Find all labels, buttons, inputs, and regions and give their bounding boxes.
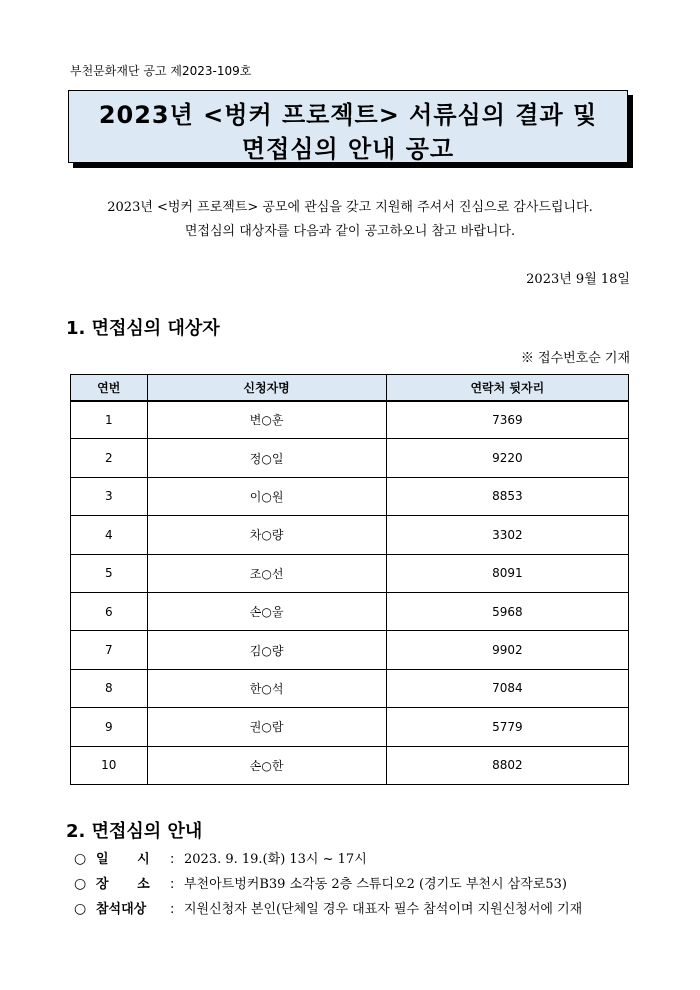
info-colon: : — [170, 902, 175, 917]
table-row — [71, 669, 629, 707]
title-line-1: 2023년 <벙커 프로젝트> 서류심의 결과 및 — [98, 101, 598, 129]
cell-no: 2 — [71, 439, 148, 477]
title-box — [68, 90, 628, 163]
candidates-table — [70, 374, 629, 785]
cell-phone: 9220 — [386, 439, 628, 477]
cell-name: 손○한 — [147, 746, 386, 784]
cell-phone: 7369 — [386, 401, 628, 439]
cell-name: 변○훈 — [147, 401, 386, 439]
table-row — [71, 592, 629, 630]
circle-bullet-icon: ○ — [74, 876, 87, 892]
cell-phone: 8802 — [386, 746, 628, 784]
info-label-datetime: 일 시 — [96, 852, 150, 867]
cell-phone: 9902 — [386, 631, 628, 669]
cell-phone: 7084 — [386, 669, 628, 707]
table-row — [71, 516, 629, 554]
table-row — [71, 401, 629, 439]
cell-name: 한○석 — [147, 669, 386, 707]
info-label-location: 장 소 — [96, 877, 150, 892]
cell-name: 권○람 — [147, 708, 386, 746]
cell-no: 7 — [71, 631, 148, 669]
table-row — [71, 477, 629, 515]
cell-no: 10 — [71, 746, 148, 784]
cell-phone: 5968 — [386, 592, 628, 630]
cell-name: 손○울 — [147, 592, 386, 630]
intro-line-1: 2023년 <벙커 프로젝트> 공모에 관심을 갖고 지원해 주셔서 진심으로 감사드립니다. — [107, 200, 593, 215]
cell-phone: 3302 — [386, 516, 628, 554]
cell-name: 이○원 — [147, 477, 386, 515]
column-header-no: 연번 — [71, 375, 148, 401]
info-value-attendees: 지원신청자 본인(단체일 경우 대표자 필수 참석이며 지원신청서에 기재 — [184, 902, 583, 917]
info-row-datetime — [74, 848, 367, 867]
cell-name: 정○일 — [147, 439, 386, 477]
info-colon: : — [170, 852, 175, 867]
info-row-location — [74, 873, 567, 892]
info-value-datetime: 2023. 9. 19.(화) 13시 ~ 17시 — [184, 852, 367, 867]
table-row — [71, 746, 629, 784]
title-line-2: 면접심의 안내 공고 — [241, 135, 455, 163]
cell-no: 9 — [71, 708, 148, 746]
doc-number: 부천문화재단 공고 제2023-109호 — [70, 64, 252, 78]
cell-no: 8 — [71, 669, 148, 707]
table-row — [71, 439, 629, 477]
cell-no: 5 — [71, 554, 148, 592]
cell-name: 조○선 — [147, 554, 386, 592]
column-header-name: 신청자명 — [147, 375, 386, 401]
cell-phone: 8853 — [386, 477, 628, 515]
cell-name: 김○량 — [147, 631, 386, 669]
cell-name: 차○량 — [147, 516, 386, 554]
notice-date: 2023년 9월 18일 — [526, 272, 630, 287]
cell-no: 3 — [71, 477, 148, 515]
circle-bullet-icon: ○ — [74, 901, 87, 917]
cell-no: 6 — [71, 592, 148, 630]
info-label-attendees: 참석대상 — [96, 902, 147, 917]
cell-no: 1 — [71, 401, 148, 439]
circle-bullet-icon: ○ — [74, 851, 87, 867]
column-header-phone: 연락처 뒷자리 — [386, 375, 628, 401]
cell-phone: 5779 — [386, 708, 628, 746]
intro-line-2: 면접심의 대상자를 다음과 같이 공고하오니 참고 바랍니다. — [184, 224, 516, 239]
section-heading-interview-info: 2. 면접심의 안내 — [66, 821, 203, 842]
section-heading-candidates: 1. 면접심의 대상자 — [66, 318, 220, 339]
cell-phone: 8091 — [386, 554, 628, 592]
cell-no: 4 — [71, 516, 148, 554]
info-value-location: 부천아트벙커B39 소각동 2층 스튜디오2 (경기도 부천시 삼작로53) — [184, 877, 567, 892]
info-row-attendees — [74, 898, 582, 917]
table-row — [71, 554, 629, 592]
info-colon: : — [170, 877, 175, 892]
order-note: ※ 접수번호순 기재 — [520, 351, 630, 366]
table-row — [71, 708, 629, 746]
table-row — [71, 631, 629, 669]
table-header-row — [71, 375, 629, 401]
